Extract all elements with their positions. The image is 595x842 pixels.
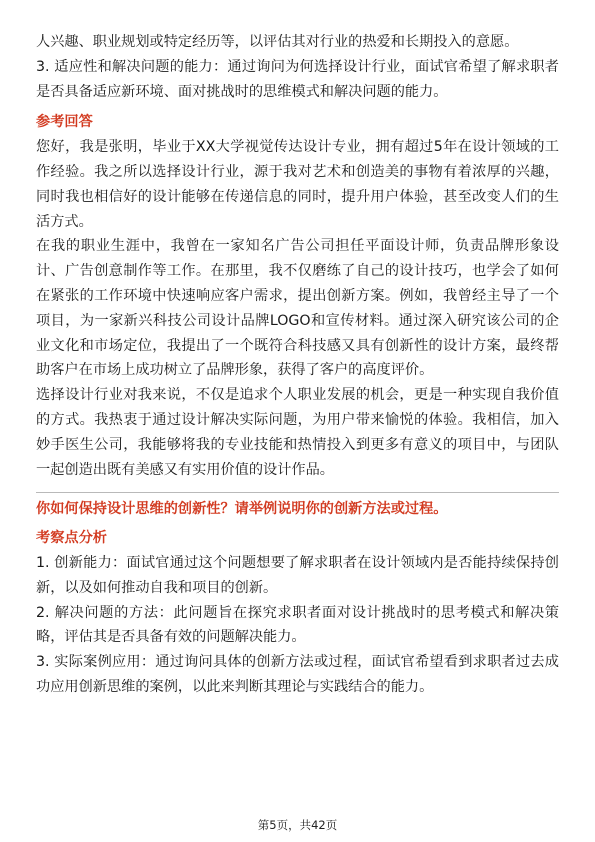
question-point-2: 2. 解决问题的方法：此问题旨在探究求职者面对设计挑战时的思考模式和解决策略，评估其是否具备有效的问题解决能力。 — [36, 604, 559, 646]
analysis-heading: 考察点分析 — [36, 530, 107, 547]
question-title: 你如何保持设计思维的创新性？请举例说明你的创新方法或过程。 — [36, 501, 448, 518]
reference-paragraph-2: 在我的职业生涯中，我曾在一家知名广告公司担任平面设计师，负责品牌形象设计、广告创意制作等工作。在那里，我不仅磨练了自己的设计技巧，也学会了如何在紧张的工作环境中快速响应客户需求，提出创新方案。例如，我曾经主导了一个项目，为一家新兴科技公司设计品牌LOGO和宣传材料。通过深入研究该公司的企业文化和市场定位，我提出了一个既符合科技感又具有创新性的设计方案，最终帮助客户在市场上成功树立了品牌形象，获得了客户的高度评价。 — [36, 238, 559, 379]
reference-paragraph-3: 选择设计行业对我来说，不仅是追求个人职业发展的机会，更是一种实现自我价值的方式。我热衷于通过设计解决实际问题，为用户带来愉悦的体验。我相信，加入妙手医生公司，我能够将我的专业技能和热情投入到更多有意义的项目中，与团队一起创造出既有美感又有实用价值的设计作品。 — [36, 387, 559, 478]
analysis-point-3: 3. 适应性和解决问题的能力：通过询问为何选择设计行业，面试官希望了解求职者是否具备适应新环境、面对挑战时的思维模式和解决问题的能力。 — [36, 58, 559, 100]
section-divider — [36, 492, 559, 493]
page-number: 第5页，共42页 — [257, 818, 338, 832]
reference-paragraph-1: 您好，我是张明，毕业于XX大学视觉传达设计专业，拥有超过5年在设计领域的工作经验。我之所以选择设计行业，源于我对艺术和创造美的事物有着浓厚的兴趣，同时我也相信好的设计能够在传递信息的同时，提升用户体验，甚至改变人们的生活方式。 — [36, 139, 559, 230]
continued-text: 人兴趣、职业规划或特定经历等，以评估其对行业的热爱和长期投入的意愿。 — [36, 34, 519, 50]
reference-heading: 参考回答 — [36, 114, 93, 131]
question-point-1: 1. 创新能力：面试官通过这个问题想要了解求职者在设计领域内是否能持续保持创新，以及如何推动自我和项目的创新。 — [36, 554, 559, 596]
document-body — [36, 30, 559, 700]
question-point-3: 3. 实际案例应用：通过询问具体的创新方法或过程，面试官希望看到求职者过去成功应用创新思维的案例，以此来判断其理论与实践结合的能力。 — [36, 654, 559, 695]
